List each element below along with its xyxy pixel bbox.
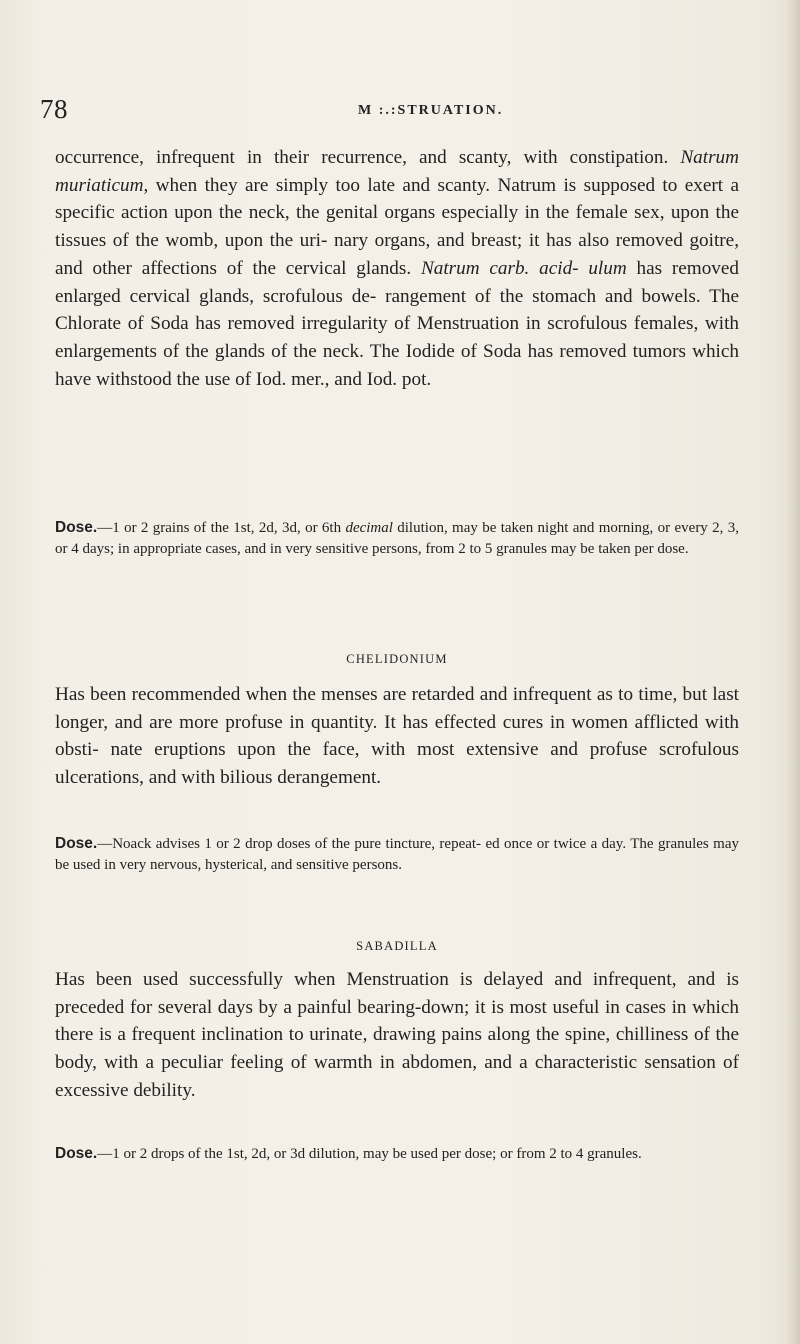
chelidonium-dose-paragraph: Dose.—Noack advises 1 or 2 drop doses of the pure tincture, repeat- ed once or twice a day. The granules may be used in very nervous, hysterical, and sensitive persons.: [55, 835, 739, 873]
natrum-muriaticum-name: Natrum muriaticum: [55, 147, 739, 196]
dose-label: Dose.: [55, 519, 98, 536]
page-number: 78: [40, 94, 68, 124]
chelidonium-dose: [55, 834, 739, 875]
sabadilla-paragraph: Has been used successfully when Menstruation is delayed and infrequent, and is preceded for several days by a painful bearing-down; it is most useful in cases in which there is a frequent inclination to urinate, drawing pains along the spine, chilliness of the body, with a peculiar feeling of warmth in abdomen, and a characteristic sensation of excessive debility.: [55, 969, 739, 1101]
natrum-dose: [55, 518, 739, 559]
natrum-paragraph: occurrence, infrequent in their recurrence, and scanty, with constipation. Natrum muriaticum, when they are simply too late and scanty. Natrum is supposed to exert a specific action upon the neck, the genital organs especially in the female sex, upon the tissues of the womb, upon the uri- nary organs, and breast; it has also removed goitre, and other affections of the cervical glands. Natrum carb. acid- ulum has removed enlarged cervical glands, scrofulous de- rangement of the stomach and bowels. The Chlorate of Soda has removed irregularity of Menstruation in scrofulous females, with enlargements of the glands of the neck. The Iodide of Soda has removed tumors which have withstood the use of Iod. mer., and Iod. pot.: [55, 147, 739, 390]
sabadilla-dose: [55, 1144, 739, 1165]
sabadilla-heading: SABADILLA: [356, 939, 438, 953]
dose-label: Dose.: [55, 835, 98, 852]
sabadilla-heading-block: [55, 937, 739, 955]
running-head: [40, 92, 760, 132]
page-edge-shadow: [786, 0, 800, 1344]
running-head-title: M :.:STRUATION.: [358, 103, 504, 118]
chelidonium-heading-block: [55, 650, 739, 668]
sabadilla-body: [55, 966, 739, 1105]
dose-label: Dose.: [55, 1145, 98, 1162]
chelidonium-body: [55, 681, 739, 792]
chelidonium-paragraph: Has been recommended when the menses are retarded and infrequent as to time, but last longer, and are more profuse in quantity. It has effected cures in women afflicted with obsti- nate eruptions upon the face, with most extensive and profuse scrofulous ulcerations, and with bilious derangement.: [55, 684, 739, 789]
chelidonium-heading: CHELIDONIUM: [346, 652, 448, 666]
natrum-dose-paragraph: Dose.—1 or 2 grains of the 1st, 2d, 3d, or 6th decimal dilution, may be taken night and morning, or every 2, 3, or 4 days; in appropriate cases, and in very sensitive persons, from 2 to 5 granules may be taken per dose.: [55, 519, 740, 557]
natrum-continuation: [55, 144, 739, 393]
sabadilla-dose-paragraph: Dose.—1 or 2 drops of the 1st, 2d, or 3d dilution, may be used per dose; or from 2 to 4 granules.: [55, 1145, 642, 1162]
natrum-carb-name: Natrum carb. acid- ulum: [420, 257, 627, 279]
